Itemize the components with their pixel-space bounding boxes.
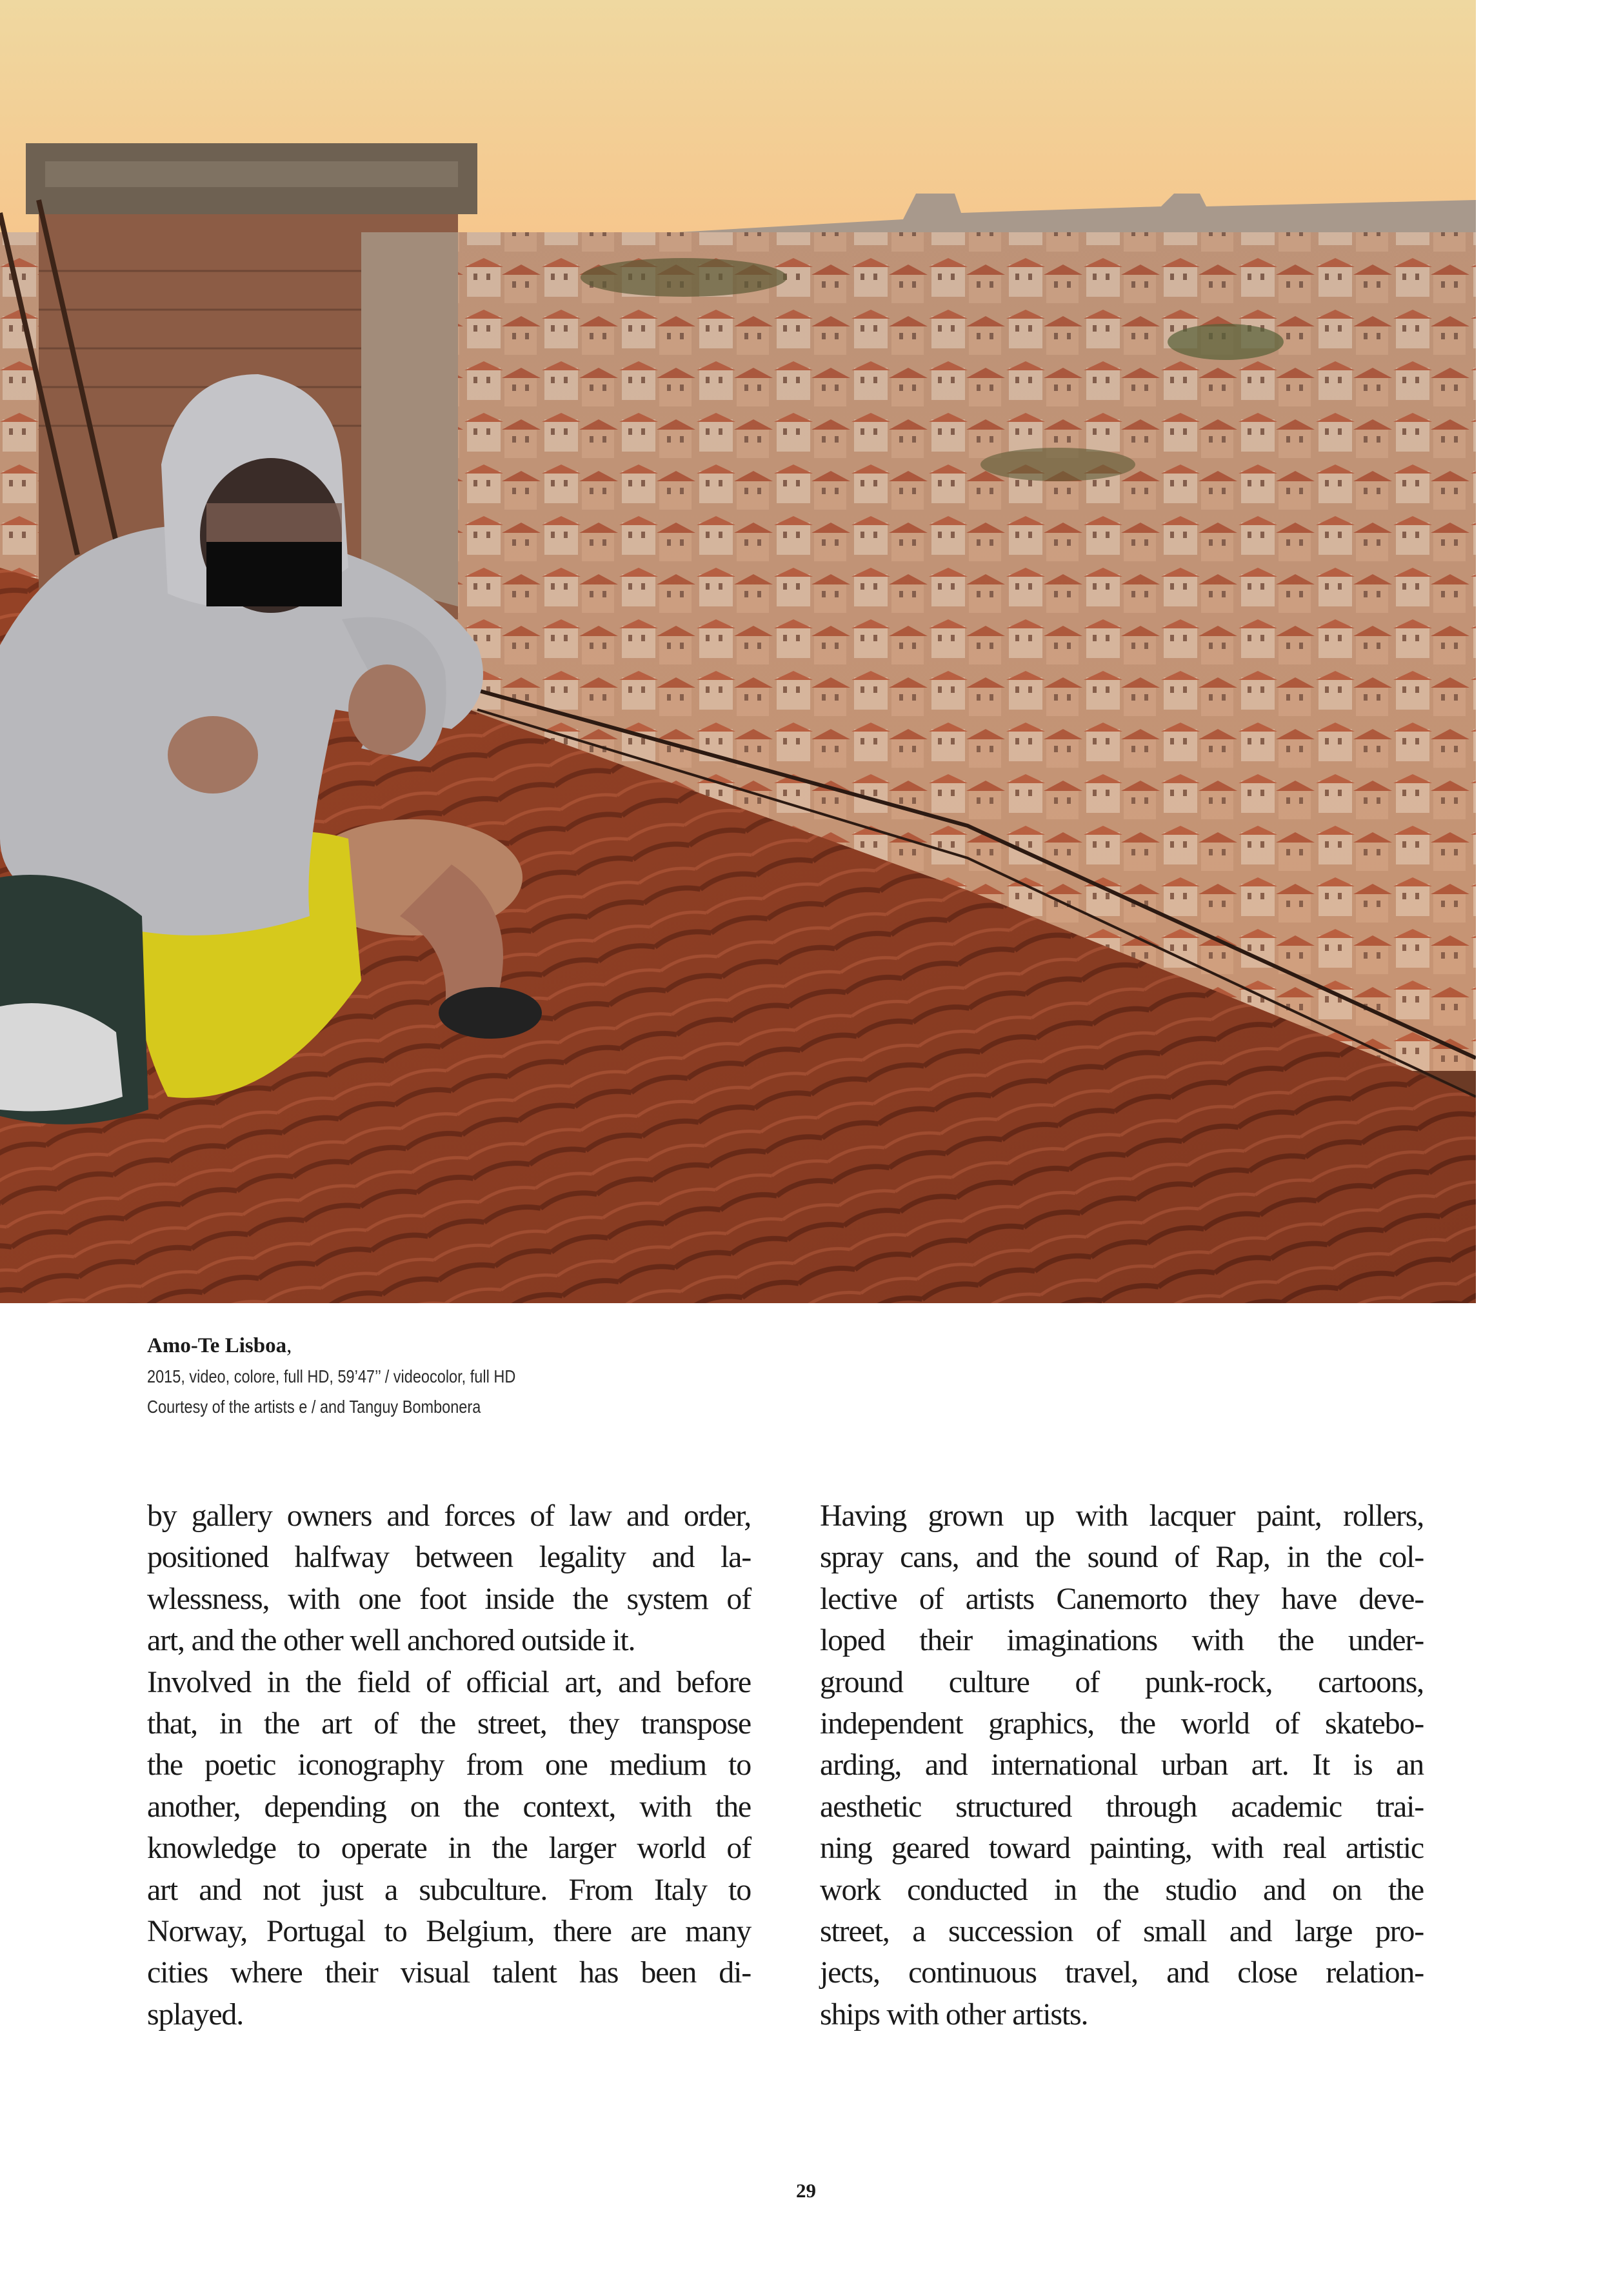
body-column-left bbox=[147, 1495, 751, 2035]
body-line: Norway, Portugal to Belgium, there are many bbox=[147, 1914, 751, 1949]
body-line: spray cans, and the sound of Rap, in the col- bbox=[820, 1540, 1424, 1575]
caption-details: 2015, video, colore, full HD, 59’47’’ / videocolor, full HD bbox=[147, 1366, 516, 1386]
body-line: art, and the other well anchored outside it. bbox=[147, 1623, 635, 1658]
caption-title-line bbox=[147, 1330, 986, 1361]
body-line: work conducted in the studio and on the bbox=[820, 1872, 1424, 1907]
caption-title-suffix: , bbox=[286, 1334, 292, 1357]
caption-title: Amo-Te Lisboa bbox=[147, 1334, 287, 1357]
body-line: cities where their visual talent has been di- bbox=[147, 1955, 751, 1990]
body-line: Involved in the field of official art, and before bbox=[147, 1664, 751, 1699]
body-line: by gallery owners and forces of law and order, bbox=[147, 1499, 751, 1533]
body-line: arding, and international urban art. It is an bbox=[820, 1748, 1424, 1782]
body-line: wlessness, with one foot inside the system of bbox=[147, 1581, 751, 1616]
body-line: street, a succession of small and large pro- bbox=[820, 1914, 1424, 1949]
photo-caption bbox=[147, 1330, 986, 1422]
body-line: Having grown up with lacquer paint, rollers, bbox=[820, 1499, 1424, 1533]
body-line: splayed. bbox=[147, 1997, 244, 2031]
body-line: knowledge to operate in the larger world of bbox=[147, 1831, 751, 1866]
body-column-right bbox=[820, 1495, 1424, 2035]
body-line: ning geared toward painting, with real artistic bbox=[820, 1831, 1424, 1866]
body-line: art and not just a subculture. From Italy to bbox=[147, 1872, 751, 1907]
page-number: 29 bbox=[796, 2179, 816, 2202]
body-line: another, depending on the context, with the bbox=[147, 1789, 751, 1824]
body-line: aesthetic structured through academic trai- bbox=[820, 1789, 1424, 1824]
body-line: jects, continuous travel, and close relation- bbox=[820, 1955, 1424, 1990]
body-line: the poetic iconography from one medium to bbox=[147, 1748, 751, 1782]
body-line: loped their imaginations with the under- bbox=[820, 1623, 1424, 1658]
body-line: that, in the art of the street, they transpose bbox=[147, 1706, 751, 1741]
body-line: ships with other artists. bbox=[820, 1997, 1088, 2031]
body-line: positioned halfway between legality and la- bbox=[147, 1540, 751, 1575]
body-line: lective of artists Canemorto they have deve- bbox=[820, 1581, 1424, 1616]
body-line: ground culture of punk-rock, cartoons, bbox=[820, 1664, 1424, 1699]
caption-courtesy: Courtesy of the artists e / and Tanguy Bombonera bbox=[147, 1397, 481, 1417]
body-line: independent graphics, the world of skatebo- bbox=[820, 1706, 1424, 1741]
